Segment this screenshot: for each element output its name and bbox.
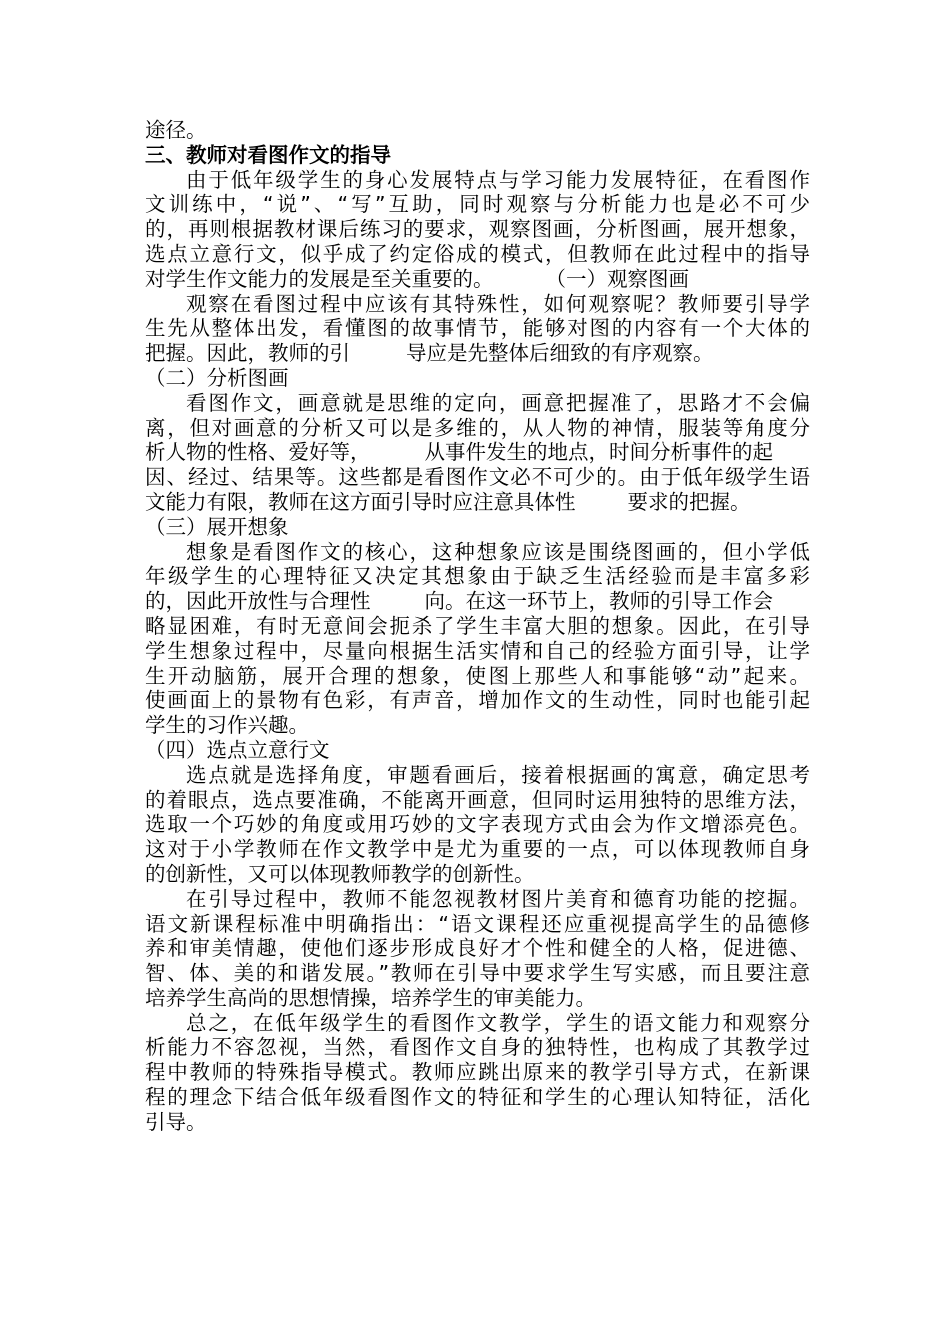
text-line: 程中教师的特殊指导模式。教师应跳出原来的教学引导方式，在新课 xyxy=(145,1060,810,1085)
text-line: 略显困难，有时无意间会扼杀了学生丰富大胆的想象。因此，在引导 xyxy=(145,613,810,638)
text-line: 观察在看图过程中应该有其特殊性，如何观察呢？教师要引导学 xyxy=(186,291,810,316)
text-line: 生先从整体出发，看懂图的故事情节，能够对图的内容有一个大体的 xyxy=(145,316,810,341)
section-heading xyxy=(145,143,810,168)
paragraph-tail xyxy=(145,118,810,143)
text-line: 培养学生高尚的思想情操，培养学生的审美能力。 xyxy=(145,985,596,1010)
text-line: 语文新课程标准中明确指出：“语文课程还应重视提高学生的品德修 xyxy=(145,911,810,936)
text-line xyxy=(145,341,810,366)
text: 析人物的性格、爱好等， xyxy=(145,440,371,465)
paragraph-aesthetic xyxy=(145,887,810,1011)
text-line xyxy=(145,589,810,614)
text: 要求的把握。 xyxy=(627,489,751,514)
paragraph-conclusion xyxy=(145,1011,810,1135)
text-line: 因、经过、结果等。这些都是看图作文必不可少的。由于低年级学生语 xyxy=(145,465,810,490)
text: 文能力有限，教师在这方面引导时应注意具体性 xyxy=(145,489,576,514)
text: 向。在这一环节上，教师的引导工作会 xyxy=(424,589,773,614)
text-line: 文训练中，“说”、“写”互助，同时观察与分析能力也是必不可少 xyxy=(145,192,810,217)
text-line: 学生的习作兴趣。 xyxy=(145,713,309,738)
text: 对学生作文能力的发展是至关重要的。 xyxy=(145,266,494,291)
paragraph-analyze xyxy=(145,391,810,515)
text-line xyxy=(145,267,810,292)
text-line: 养和审美情趣，使他们逐步形成良好才个性和健全的人格，促进德、 xyxy=(145,936,810,961)
paragraph-observe xyxy=(145,292,810,366)
text-line: 程的理念下结合低年级看图作文的特征和学生的心理认知特征，活化 xyxy=(145,1085,810,1110)
text-line: 这对于小学教师在作文教学中是尤为重要的一点，可以体现教师自身 xyxy=(145,837,810,862)
text-line: 在引导过程中，教师不能忽视教材图片美育和德育功能的挖掘。 xyxy=(186,886,810,911)
text-line: 引导。 xyxy=(145,1109,207,1134)
text-line: 的创新性，又可以体现教师教学的创新性。 xyxy=(145,861,535,886)
subheading-imagine: （三）展开想象 xyxy=(145,514,289,539)
paragraph-select xyxy=(145,763,810,887)
text: 导应是先整体后细致的有序观察。 xyxy=(406,341,714,366)
document-page xyxy=(145,118,810,1135)
text-line: 看图作文，画意就是思维的定向，画意把握准了，思路才不会偏 xyxy=(186,390,810,415)
text-line xyxy=(145,490,810,515)
text-line: 总之，在低年级学生的看图作文教学，学生的语文能力和观察分 xyxy=(186,1010,810,1035)
text-line: 想象是看图作文的核心，这种想象应该是围绕图画的，但小学低 xyxy=(186,539,810,564)
text-line: 学生想象过程中，尽量向根据生活实情和自己的经验方面引导，让学 xyxy=(145,638,810,663)
text: 从事件发生的地点，时间分析事件的起 xyxy=(424,440,773,465)
text-line: 的，再则根据教材课后练习的要求，观察图画，分析图画，展开想象， xyxy=(145,217,810,242)
text-line: 选点就是选择角度，审题看画后，接着根据画的寓意，确定思考 xyxy=(186,762,810,787)
text-line: 使画面上的景物有色彩，有声音，增加作文的生动性，同时也能引起 xyxy=(145,688,810,713)
section-heading-text: 三、教师对看图作文的指导 xyxy=(145,142,391,167)
text-line: 生开动脑筋，展开合理的想象，使图上那些人和事能够“动”起来。 xyxy=(145,663,810,688)
paragraph-imagine xyxy=(145,540,810,738)
subheading-analyze: （二）分析图画 xyxy=(145,365,289,390)
paragraph-guidance xyxy=(145,168,810,292)
text: 把握。因此，教师的引 xyxy=(145,341,350,366)
subheading-select: （四）选点立意行文 xyxy=(145,737,330,762)
text-line: 智、体、美的和谐发展。”教师在引导中要求学生写实感，而且要注意 xyxy=(145,961,810,986)
text: 的，因此开放性与合理性 xyxy=(145,589,371,614)
subheading-observe: （一）观察图画 xyxy=(545,266,689,291)
text-line: 选点立意行文，似乎成了约定俗成的模式，但教师在此过程中的指导 xyxy=(145,241,810,266)
text-line: 选取一个巧妙的角度或用巧妙的文字表现方式由会为作文增添亮色。 xyxy=(145,812,810,837)
text-line: 离，但对画意的分析又可以是多维的，从人物的神情，服装等角度分 xyxy=(145,415,810,440)
text-line xyxy=(145,440,810,465)
text-line: 年级学生的心理特征又决定其想象由于缺乏生活经验而是丰富多彩 xyxy=(145,564,810,589)
text-line: 析能力不容忽视，当然，看图作文自身的独特性，也构成了其教学过 xyxy=(145,1035,810,1060)
text-line: 的着眼点，选点要准确，不能离开画意，但同时运用独特的思维方法， xyxy=(145,787,810,812)
text-line: 由于低年级学生的身心发展特点与学习能力发展特征，在看图作 xyxy=(186,167,810,192)
text: 途径。 xyxy=(145,118,207,142)
